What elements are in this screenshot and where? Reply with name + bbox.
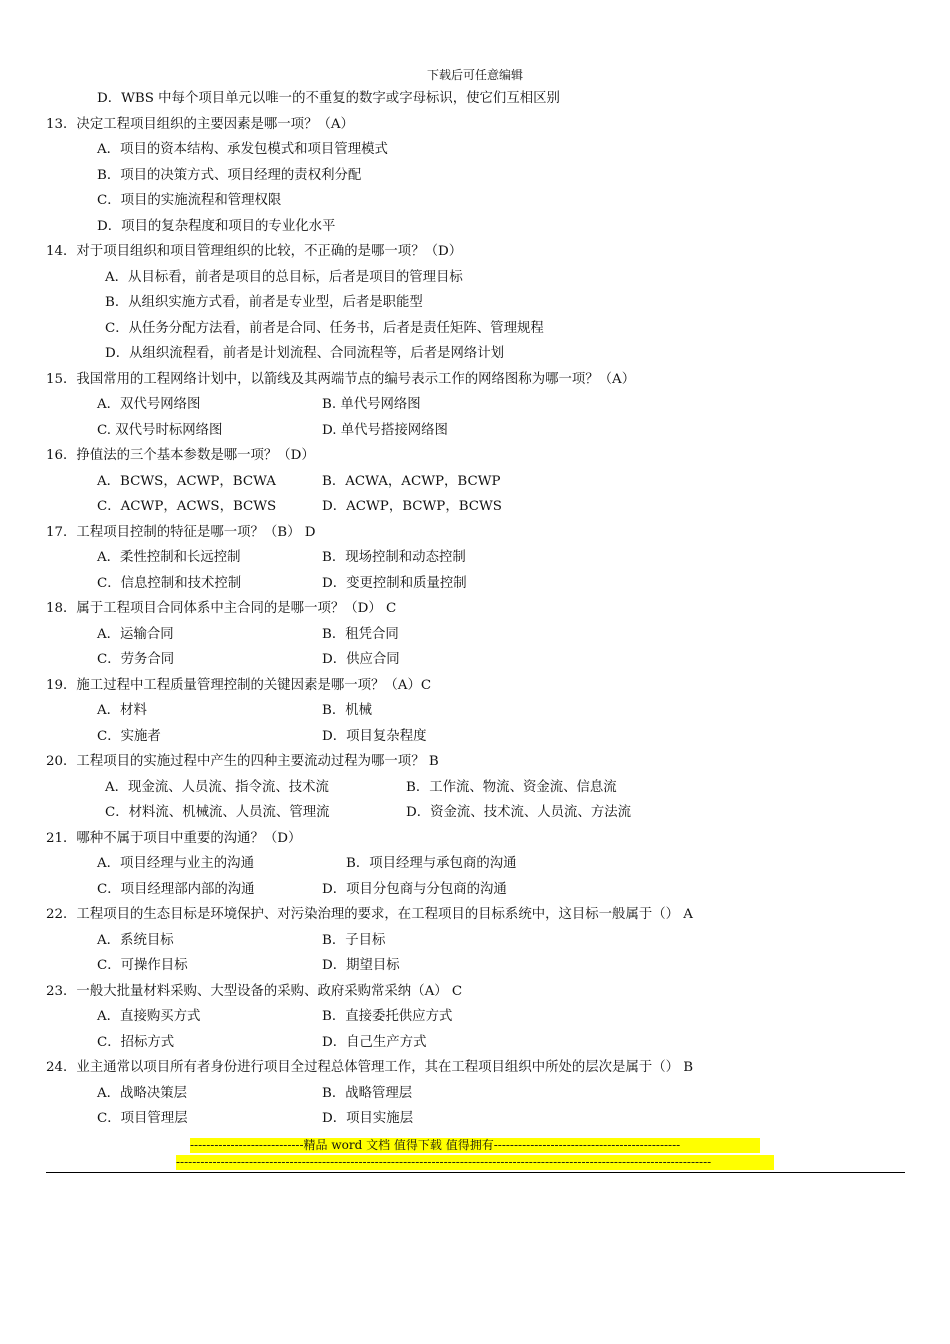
document-body <box>0 86 950 1132</box>
question-17-row-2 <box>0 571 950 597</box>
question-23: 23．一般大批量材料采购、大型设备的采购、政府采购常采纳（A） C <box>46 983 463 999</box>
question-23-row-2 <box>0 1030 950 1056</box>
question-15-row-1 <box>0 392 950 418</box>
footer-banner-line-1: ----------------------------精品 word 文档 值得下载 值得拥有---------------------------------------------- <box>190 1138 760 1153</box>
question-15-row-2 <box>0 418 950 444</box>
question-22-option-d: D．期望目标 <box>322 958 400 973</box>
question-20-option-d: D．资金流、技术流、人员流、方法流 <box>406 805 631 820</box>
question-17: 17．工程项目控制的特征是哪一项？（B） D <box>46 524 316 540</box>
question-18-option-c: C．劳务合同 <box>97 652 175 667</box>
question-20-option-a: A．现金流、人员流、指令流、技术流 <box>105 779 329 795</box>
question-21-option-c: C．项目经理部内部的沟通 <box>97 881 255 897</box>
question-24-option-a: A．战略决策层 <box>97 1085 188 1101</box>
question-21-option-b: B．项目经理与承包商的沟通 <box>346 856 517 871</box>
question-12-option-d: D．WBS 中每个项目单元以唯一的不重复的数字或字母标识，使它们互相区别 <box>97 91 560 106</box>
question-16-row-1 <box>0 469 950 495</box>
question-22-row-2 <box>0 953 950 979</box>
question-24-option-c: C．项目管理层 <box>97 1111 188 1126</box>
question-20-row-2 <box>0 800 950 826</box>
question-20: 20．工程项目的实施过程中产生的四种主要流动过程为哪一项？ B <box>46 754 439 769</box>
question-24-row-2 <box>0 1106 950 1132</box>
question-20-option-b: B．工作流、物流、资金流、信息流 <box>406 779 617 795</box>
question-19: 19．施工过程中工程质量管理控制的关键因素是哪一项？（A）C <box>46 677 432 693</box>
question-15-option-a: A．双代号网络图 <box>97 397 201 412</box>
question-18-option-d: D．供应合同 <box>322 652 400 667</box>
question-19-option-b: B．机械 <box>322 703 373 718</box>
question-21-row-2 <box>0 877 950 903</box>
question-24-row-1 <box>0 1081 950 1107</box>
question-13-option-d: D．项目的复杂程度和项目的专业化水平 <box>97 218 336 234</box>
question-18-option-a: A．运输合同 <box>97 626 174 642</box>
question-14-option-b: B．从组织实施方式看，前者是专业型，后者是职能型 <box>105 295 423 310</box>
question-21: 21．哪种不属于项目中重要的沟通？（D） <box>46 830 302 846</box>
question-17-option-b: B．现场控制和动态控制 <box>322 550 466 565</box>
page-header: 下载后可任意编辑 <box>426 68 523 82</box>
question-22-row-1 <box>0 928 950 954</box>
question-19-option-a: A．材料 <box>97 703 147 718</box>
question-14-option-a: A．从目标看，前者是项目的总目标，后者是项目的管理目标 <box>105 269 463 285</box>
question-15-option-b: B. 单代号网络图 <box>322 397 421 412</box>
question-13-option-b: B．项目的决策方式、项目经理的责权利分配 <box>97 167 362 183</box>
question-16-option-d: D．ACWP，BCWP，BCWS <box>322 499 502 514</box>
footer-divider <box>46 1172 905 1173</box>
question-19-option-c: C．实施者 <box>97 728 161 744</box>
question-23-option-d: D．自己生产方式 <box>322 1034 427 1050</box>
footer-banner-line-2: ------------------------------------------------------------------------------------------------------------------------------------ <box>176 1155 774 1170</box>
question-13-option-a: A．项目的资本结构、承发包模式和项目管理模式 <box>97 142 388 157</box>
question-15-option-c: C. 双代号时标网络图 <box>97 422 223 438</box>
question-19-option-d: D．项目复杂程度 <box>322 728 427 744</box>
question-15: 15．我国常用的工程网络计划中，以箭线及其两端节点的编号表示工作的网络图称为哪一项？（A） <box>46 371 636 387</box>
question-20-option-c: C．材料流、机械流、人员流、管理流 <box>105 805 330 820</box>
question-24: 24．业主通常以项目所有者身份进行项目全过程总体管理工作，其在工程项目组织中所处的层次是属于（） B <box>46 1060 694 1075</box>
question-23-option-c: C．招标方式 <box>97 1034 175 1050</box>
question-18-row-1 <box>0 622 950 648</box>
question-16-option-a: A．BCWS，ACWP，BCWA <box>97 473 276 489</box>
question-21-option-a: A．项目经理与业主的沟通 <box>97 856 254 871</box>
question-19-row-1 <box>0 698 950 724</box>
question-14: 14．对于项目组织和项目管理组织的比较，不正确的是哪一项？（D） <box>46 244 463 259</box>
question-14-option-d: D．从组织流程看，前者是计划流程、合同流程等，后者是网络计划 <box>105 346 505 361</box>
question-23-row-1 <box>0 1004 950 1030</box>
question-21-option-d: D．项目分包商与分包商的沟通 <box>322 881 507 897</box>
question-22-option-c: C．可操作目标 <box>97 958 188 973</box>
question-21-row-1 <box>0 851 950 877</box>
question-16: 16．挣值法的三个基本参数是哪一项？（D） <box>46 448 315 463</box>
question-22-option-b: B．子目标 <box>322 932 386 948</box>
question-23-option-a: A．直接购买方式 <box>97 1009 201 1024</box>
question-13: 13．决定工程项目组织的主要因素是哪一项？（A） <box>46 116 354 132</box>
question-19-row-2 <box>0 724 950 750</box>
question-15-option-d: D. 单代号搭接网络图 <box>322 422 448 438</box>
question-17-option-a: A．柔性控制和长远控制 <box>97 550 241 565</box>
question-16-option-b: B．ACWA，ACWP，BCWP <box>322 473 501 489</box>
question-17-option-c: C．信息控制和技术控制 <box>97 575 242 591</box>
question-16-option-c: C．ACWP，ACWS，BCWS <box>97 499 277 514</box>
question-24-option-b: B．战略管理层 <box>322 1085 413 1101</box>
question-17-row-1 <box>0 545 950 571</box>
question-18-row-2 <box>0 647 950 673</box>
question-13-option-c: C．项目的实施流程和管理权限 <box>97 193 282 208</box>
question-18: 18．属于工程项目合同体系中主合同的是哪一项？（D） C <box>46 601 397 616</box>
question-22-option-a: A．系统目标 <box>97 932 174 948</box>
question-14-option-c: C．从任务分配方法看，前者是合同、任务书，后者是责任矩阵、管理规程 <box>105 320 544 336</box>
question-16-row-2 <box>0 494 950 520</box>
question-18-option-b: B．租凭合同 <box>322 626 399 642</box>
question-20-row-1 <box>0 775 950 801</box>
question-17-option-d: D．变更控制和质量控制 <box>322 575 467 591</box>
question-23-option-b: B．直接委托供应方式 <box>322 1009 453 1024</box>
question-24-option-d: D．项目实施层 <box>322 1111 414 1126</box>
question-22: 22．工程项目的生态目标是环境保护、对污染治理的要求，在工程项目的目标系统中，这目标一般属于（） A <box>46 907 693 922</box>
